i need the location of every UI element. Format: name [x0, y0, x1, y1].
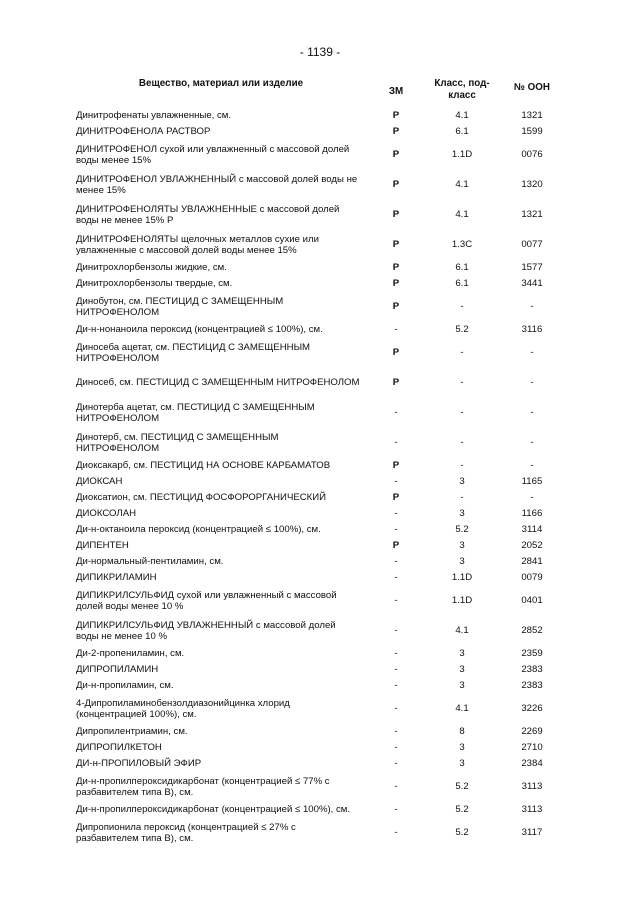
- un-number-cell: -: [530, 437, 534, 449]
- table-row: [76, 694, 566, 724]
- substance-cell: ДИ-н-ПРОПИЛОВЫЙ ЭФИР: [76, 758, 202, 770]
- table-row: [76, 818, 566, 848]
- un-number-cell: 2383: [521, 664, 543, 676]
- class-cell: 1.1D: [451, 572, 473, 584]
- table-row: [76, 428, 566, 458]
- substances-table: [76, 78, 566, 848]
- table-row: [76, 368, 566, 398]
- un-number-cell: 1165: [521, 476, 543, 488]
- class-cell: 4.1: [455, 625, 469, 637]
- class-cell: -: [460, 347, 464, 359]
- zm-cell: -: [394, 726, 398, 738]
- header-substance: Вещество, материал или изделие: [138, 78, 304, 89]
- zm-cell: -: [394, 595, 398, 607]
- table-row: [76, 724, 566, 740]
- substance-cell: Динитрофенаты увлажненные, см.: [76, 110, 232, 122]
- class-cell: 3: [459, 476, 465, 488]
- zm-cell: -: [394, 625, 398, 637]
- substance-cell: Диносеба ацетат, см. ПЕСТИЦИД С ЗАМЕЩЕННЫМ НИТРОФЕНОЛОМ: [76, 341, 311, 364]
- table-row: [76, 474, 566, 490]
- table-row: [76, 586, 566, 616]
- zm-cell: Р: [392, 301, 400, 313]
- zm-cell: -: [394, 572, 398, 584]
- substance-cell: ДИПИКРИЛСУЛЬФИД УВЛАЖНЕННЫЙ с массовой долей воды не менее 10 %: [76, 619, 336, 642]
- table-row: [76, 678, 566, 694]
- class-cell: 5.2: [455, 827, 469, 839]
- zm-cell: Р: [392, 126, 400, 138]
- un-number-cell: 2852: [521, 625, 543, 637]
- table-row: [76, 756, 566, 772]
- un-number-cell: 1599: [521, 126, 543, 138]
- class-cell: 3: [459, 540, 465, 552]
- un-number-cell: 1321: [521, 209, 543, 221]
- un-number-cell: 3113: [521, 781, 543, 793]
- zm-cell: -: [394, 508, 398, 520]
- un-number-cell: 0401: [521, 595, 543, 607]
- zm-cell: Р: [392, 239, 400, 251]
- table-row: [76, 124, 566, 140]
- substance-cell: Диоксатион, см. ПЕСТИЦИД ФОСФОРОРГАНИЧЕСКИЙ: [76, 492, 327, 504]
- zm-cell: Р: [392, 278, 400, 290]
- substance-cell: ДИНИТРОФЕНОЛЯТЫ щелочных металлов сухие или увлажненные с массовой долей воды менее 15%: [76, 233, 319, 256]
- class-cell: 4.1: [455, 110, 469, 122]
- class-cell: 3: [459, 508, 465, 520]
- substance-cell: ДИПРОПИЛКЕТОН: [76, 742, 162, 754]
- substance-cell: Ди-н-пропилпероксидикарбонат (концентрацией ≤ 77% с разбавителем типа В), см.: [76, 775, 330, 798]
- table-row: [76, 260, 566, 276]
- table-row: [76, 506, 566, 522]
- zm-cell: -: [394, 664, 398, 676]
- table-row: [76, 458, 566, 474]
- substance-cell: ДИПИКРИЛАМИН: [76, 572, 157, 584]
- class-cell: 5.2: [455, 804, 469, 816]
- zm-cell: -: [394, 324, 398, 336]
- zm-cell: -: [394, 680, 398, 692]
- un-number-cell: 3441: [521, 278, 543, 290]
- substance-cell: Ди-н-нонаноила пероксид (концентрацией ≤ 100%), см.: [76, 324, 323, 336]
- zm-cell: Р: [392, 460, 400, 472]
- table-row: [76, 522, 566, 538]
- class-cell: 5.2: [455, 524, 469, 536]
- un-number-cell: -: [530, 301, 534, 313]
- class-cell: -: [460, 377, 464, 389]
- class-cell: 1.1D: [451, 595, 473, 607]
- un-number-cell: 2841: [521, 556, 543, 568]
- substance-cell: ДИПРОПИЛАМИН: [76, 664, 159, 676]
- zm-cell: -: [394, 437, 398, 449]
- class-cell: 3: [459, 556, 465, 568]
- page-number: - 1139 -: [299, 45, 341, 59]
- substance-cell: Диоксакарб, см. ПЕСТИЦИД НА ОСНОВЕ КАРБАМАТОВ: [76, 460, 331, 472]
- un-number-cell: 2383: [521, 680, 543, 692]
- zm-cell: -: [394, 703, 398, 715]
- table-row: [76, 538, 566, 554]
- class-cell: 3: [459, 680, 465, 692]
- substance-cell: ДИНИТРОФЕНОЛЯТЫ УВЛАЖНЕННЫЕ с массовой долей воды не менее 15% Р: [76, 203, 340, 226]
- zm-cell: -: [394, 804, 398, 816]
- substance-cell: 4-Дипропиламинобензолдиазонийцинка хлорид (концентрацией 100%), см.: [76, 697, 290, 720]
- un-number-cell: 3114: [521, 524, 543, 536]
- table-row: [76, 662, 566, 678]
- zm-cell: -: [394, 758, 398, 770]
- un-number-cell: -: [530, 460, 534, 472]
- zm-cell: -: [394, 556, 398, 568]
- un-number-cell: 2710: [521, 742, 543, 754]
- substance-cell: ДИПИКРИЛСУЛЬФИД сухой или увлажненный с массовой долей воды менее 10 %: [76, 589, 337, 612]
- zm-cell: -: [394, 407, 398, 419]
- substance-cell: Динитрохлорбензолы жидкие, см.: [76, 262, 227, 274]
- substance-cell: Ди-нормальный-пентиламин, см.: [76, 556, 224, 568]
- table-row: [76, 200, 566, 230]
- table-row: [76, 490, 566, 506]
- zm-cell: Р: [392, 377, 400, 389]
- un-number-cell: 3116: [521, 324, 543, 336]
- zm-cell: Р: [392, 179, 400, 191]
- un-number-cell: 1166: [521, 508, 543, 520]
- class-cell: -: [460, 460, 464, 472]
- substance-cell: Дипропилентриамин, см.: [76, 726, 188, 738]
- substance-cell: ДИОКСАН: [76, 476, 123, 488]
- class-cell: 1.1D: [451, 149, 473, 161]
- table-row: [76, 740, 566, 756]
- zm-cell: Р: [392, 149, 400, 161]
- class-cell: 5.2: [455, 324, 469, 336]
- table-row: [76, 772, 566, 802]
- class-cell: 3: [459, 758, 465, 770]
- zm-cell: -: [394, 781, 398, 793]
- substance-cell: ДИНИТРОФЕНОЛ УВЛАЖНЕННЫЙ с массовой долей воды не менее 15%: [76, 173, 358, 196]
- class-cell: -: [460, 301, 464, 313]
- un-number-cell: 1320: [521, 179, 543, 191]
- substance-cell: Дипропионила пероксид (концентрацией ≤ 27% с разбавителем типа В), см.: [76, 821, 296, 844]
- table-row: [76, 322, 566, 338]
- zm-cell: Р: [392, 347, 400, 359]
- class-cell: 3: [459, 664, 465, 676]
- table-row: [76, 108, 566, 124]
- zm-cell: Р: [392, 110, 400, 122]
- table-header-row: [76, 78, 566, 108]
- substance-cell: ДИНИТРОФЕНОЛА РАСТВОР: [76, 126, 211, 138]
- table-row: [76, 570, 566, 586]
- un-number-cell: -: [530, 492, 534, 504]
- header-zm: ЗМ: [388, 86, 404, 97]
- zm-cell: -: [394, 476, 398, 488]
- class-cell: -: [460, 492, 464, 504]
- table-body: [76, 108, 566, 848]
- class-cell: -: [460, 437, 464, 449]
- substance-cell: Динобутон, см. ПЕСТИЦИД С ЗАМЕЩЕННЫМ НИТРОФЕНОЛОМ: [76, 295, 284, 318]
- un-number-cell: 1577: [521, 262, 543, 274]
- substance-cell: Ди-н-октаноила пероксид (концентрацией ≤ 100%), см.: [76, 524, 321, 536]
- class-cell: -: [460, 407, 464, 419]
- class-cell: 1.3С: [451, 239, 473, 251]
- un-number-cell: -: [530, 347, 534, 359]
- table-row: [76, 292, 566, 322]
- un-number-cell: 1321: [521, 110, 543, 122]
- un-number-cell: 2052: [521, 540, 543, 552]
- table-row: [76, 646, 566, 662]
- zm-cell: -: [394, 524, 398, 536]
- table-row: [76, 170, 566, 200]
- substance-cell: Динитрохлорбензолы твердые, см.: [76, 278, 233, 290]
- class-cell: 4.1: [455, 209, 469, 221]
- zm-cell: -: [394, 648, 398, 660]
- header-un: № ООН: [514, 82, 550, 93]
- un-number-cell: 2269: [521, 726, 543, 738]
- substance-cell: Динотерб, см. ПЕСТИЦИД С ЗАМЕЩЕННЫМ НИТРОФЕНОЛОМ: [76, 431, 279, 454]
- class-cell: 4.1: [455, 703, 469, 715]
- substance-cell: Диносеб, см. ПЕСТИЦИД С ЗАМЕЩЕННЫМ НИТРОФЕНОЛОМ: [76, 377, 360, 389]
- un-number-cell: 3113: [521, 804, 543, 816]
- table-row: [76, 398, 566, 428]
- un-number-cell: -: [530, 407, 534, 419]
- un-number-cell: -: [530, 377, 534, 389]
- table-row: [76, 802, 566, 818]
- zm-cell: Р: [392, 209, 400, 221]
- class-cell: 3: [459, 742, 465, 754]
- class-cell: 8: [459, 726, 465, 738]
- substance-cell: ДИПЕНТЕН: [76, 540, 129, 552]
- substance-cell: Ди-н-пропиламин, см.: [76, 680, 174, 692]
- un-number-cell: 0079: [521, 572, 543, 584]
- header-class: Класс, под-класс: [434, 78, 490, 101]
- class-cell: 6.1: [455, 262, 469, 274]
- substance-cell: Динотерба ацетат, см. ПЕСТИЦИД С ЗАМЕЩЕННЫМ НИТРОФЕНОЛОМ: [76, 401, 315, 424]
- substance-cell: ДИНИТРОФЕНОЛ сухой или увлажненный с массовой долей воды менее 15%: [76, 143, 350, 166]
- class-cell: 5.2: [455, 781, 469, 793]
- table-row: [76, 140, 566, 170]
- class-cell: 4.1: [455, 179, 469, 191]
- zm-cell: -: [394, 742, 398, 754]
- class-cell: 3: [459, 648, 465, 660]
- table-row: [76, 554, 566, 570]
- un-number-cell: 2384: [521, 758, 543, 770]
- table-row: [76, 616, 566, 646]
- un-number-cell: 2359: [521, 648, 543, 660]
- zm-cell: -: [394, 827, 398, 839]
- un-number-cell: 0076: [521, 149, 543, 161]
- substance-cell: Ди-н-пропилпероксидикарбонат (концентрацией ≤ 100%), см.: [76, 804, 351, 816]
- un-number-cell: 3226: [521, 703, 543, 715]
- class-cell: 6.1: [455, 278, 469, 290]
- un-number-cell: 0077: [521, 239, 543, 251]
- zm-cell: Р: [392, 492, 400, 504]
- un-number-cell: 3117: [521, 827, 543, 839]
- zm-cell: Р: [392, 262, 400, 274]
- substance-cell: Ди-2-пропениламин, см.: [76, 648, 185, 660]
- table-row: [76, 230, 566, 260]
- table-row: [76, 276, 566, 292]
- zm-cell: Р: [392, 540, 400, 552]
- substance-cell: ДИОКСОЛАН: [76, 508, 137, 520]
- class-cell: 6.1: [455, 126, 469, 138]
- table-row: [76, 338, 566, 368]
